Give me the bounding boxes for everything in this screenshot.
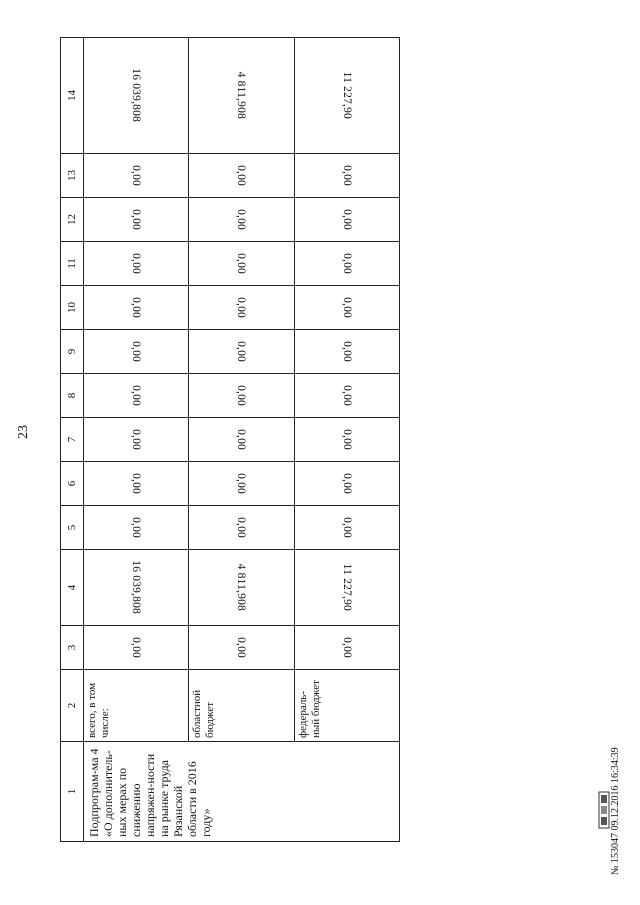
total-cell: 4 811,908	[189, 38, 294, 154]
header-cell: 14	[61, 38, 84, 154]
value-cell: 0,00	[294, 198, 399, 242]
table-row	[84, 38, 189, 842]
value-cell: 0,00	[84, 418, 189, 462]
value-cell: 0,00	[294, 286, 399, 330]
value-cell: 0,00	[84, 198, 189, 242]
value-cell: 0,00	[189, 242, 294, 286]
value-cell: 0,00	[189, 418, 294, 462]
value-cell: 0,00	[84, 374, 189, 418]
rotated-table-container	[60, 42, 400, 842]
budget-table	[60, 37, 400, 842]
value-cell: 0,00	[294, 418, 399, 462]
value-cell: 0,00	[189, 462, 294, 506]
value-cell: 11 227,90	[294, 550, 399, 626]
header-cell: 4	[61, 550, 84, 626]
value-cell: 0,00	[189, 626, 294, 670]
value-cell: 0,00	[294, 462, 399, 506]
page-number: 23	[16, 425, 31, 439]
value-cell: 0,00	[294, 374, 399, 418]
total-cell: 11 227,90	[294, 38, 399, 154]
header-cell: 2	[61, 670, 84, 742]
value-cell: 0,00	[84, 506, 189, 550]
header-cell: 10	[61, 286, 84, 330]
header-cell: 5	[61, 506, 84, 550]
program-name-cell: Подпрограм-ма 4 «О дополнитель-ных мерах по снижению напряжен-ности на рынке труда Рязанской области в 2016 году»	[84, 742, 400, 842]
header-cell: 11	[61, 242, 84, 286]
total-cell: 16 039,808	[84, 38, 189, 154]
registry-seal-icon	[596, 790, 612, 830]
header-cell: 3	[61, 626, 84, 670]
header-cell: 1	[61, 742, 84, 842]
value-cell: 0,00	[84, 462, 189, 506]
value-cell: 0,00	[294, 330, 399, 374]
header-row	[61, 38, 84, 842]
funding-source-cell: всего, в том числе:	[84, 670, 189, 742]
value-cell: 0,00	[189, 374, 294, 418]
header-cell: 7	[61, 418, 84, 462]
funding-source-cell: областной бюджет	[189, 670, 294, 742]
table-row	[189, 38, 294, 842]
table-row	[294, 38, 399, 842]
value-cell: 0,00	[189, 198, 294, 242]
value-cell: 0,00	[84, 154, 189, 198]
header-cell: 12	[61, 198, 84, 242]
value-cell: 0,00	[84, 286, 189, 330]
value-cell: 4 811,908	[189, 550, 294, 626]
value-cell: 0,00	[84, 242, 189, 286]
header-cell: 8	[61, 374, 84, 418]
value-cell: 0,00	[294, 154, 399, 198]
registration-stamp	[596, 600, 636, 885]
value-cell: 0,00	[189, 330, 294, 374]
header-cell: 9	[61, 330, 84, 374]
value-cell: 0,00	[84, 626, 189, 670]
value-cell: 0,00	[84, 330, 189, 374]
value-cell: 0,00	[294, 506, 399, 550]
header-cell: 6	[61, 462, 84, 506]
value-cell: 0,00	[189, 154, 294, 198]
value-cell: 0,00	[294, 626, 399, 670]
value-cell: 0,00	[189, 286, 294, 330]
header-cell: 13	[61, 154, 84, 198]
value-cell: 16 039,808	[84, 550, 189, 626]
value-cell: 0,00	[294, 242, 399, 286]
stamp-text: № 153047 09.12.2016 16:34:39	[610, 747, 621, 875]
value-cell: 0,00	[189, 506, 294, 550]
funding-source-cell: федераль-ный бюджет	[294, 670, 399, 742]
